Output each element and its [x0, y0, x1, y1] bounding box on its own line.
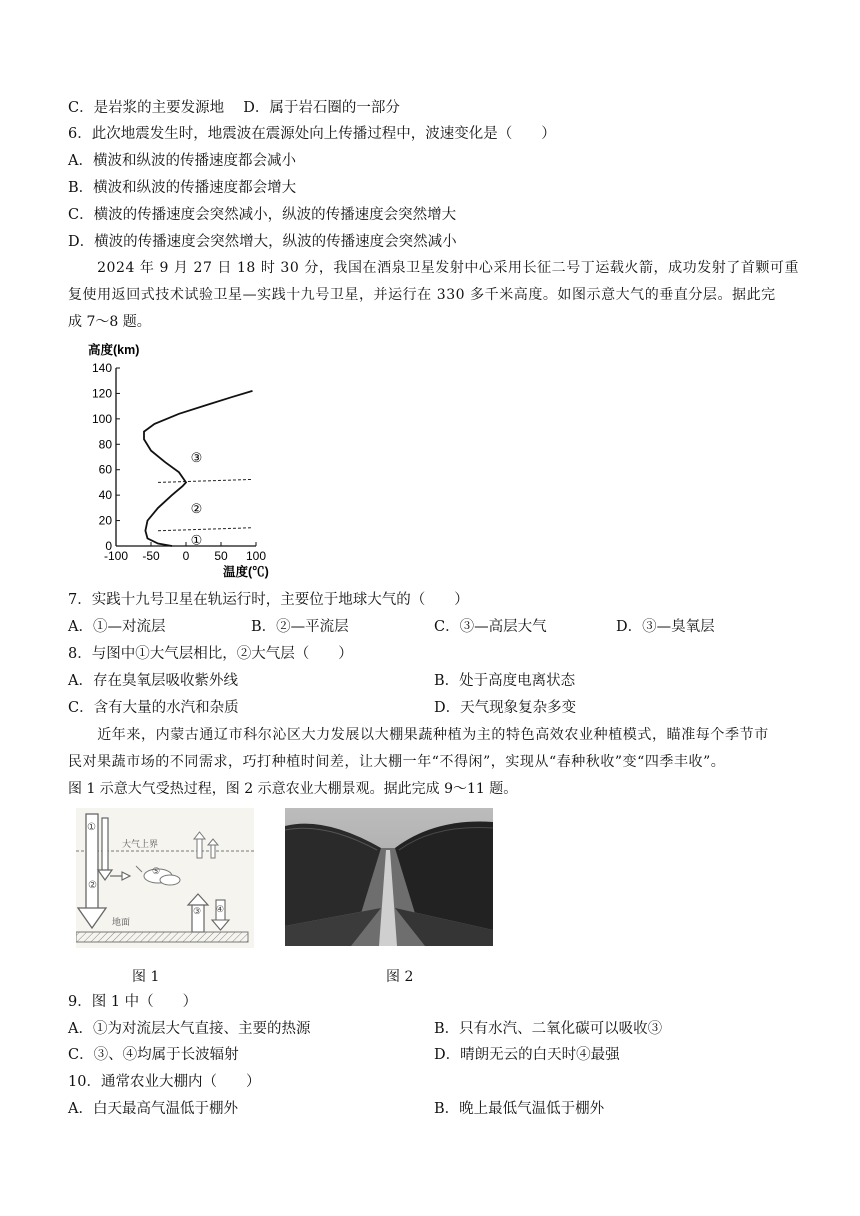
svg-text:④: ④ [216, 905, 225, 915]
q8-stem: 8．与图中①大气层相比，②大气层（ ） [68, 646, 353, 662]
q7-option-d: D．③—臭氧层 [616, 619, 715, 635]
svg-text:③: ③ [193, 907, 202, 917]
x-tick-label: 50 [214, 549, 228, 563]
temperature-profile-line [144, 391, 253, 546]
ground-surface [76, 932, 248, 942]
q5-options-cd: C．是岩浆的主要发源地 D．属于岩石圈的一部分 [68, 100, 400, 116]
chart-y-label: 高度(km) [88, 343, 140, 357]
q8-option-c: C．含有大量的水汽和杂质 [68, 700, 239, 716]
figure2-greenhouse-photo [285, 808, 493, 946]
layer-label: ③ [190, 451, 203, 466]
q9-option-c: C．③、④均属于长波辐射 [68, 1047, 239, 1063]
y-tick-label: 0 [105, 539, 112, 553]
q6-option-b: B．横波和纵波的传播速度都会增大 [68, 180, 297, 196]
x-tick-label: -100 [103, 549, 129, 563]
q6-option-c: C．横波的传播速度会突然减小，纵波的传播速度会突然增大 [68, 207, 457, 223]
q8-option-b: B．处于高度电离状态 [434, 673, 576, 689]
q7-option-a: A．①—对流层 [68, 619, 166, 635]
q6-stem: 6．此次地震发生时，地震波在震源处向上传播过程中，波速变化是（ ） [68, 126, 556, 142]
chart-x-label: 温度(℃) [223, 565, 269, 579]
x-tick-label: -50 [142, 549, 160, 563]
y-tick-label: 120 [91, 386, 112, 401]
q9-stem: 9．图 1 中（ ） [68, 994, 198, 1010]
q9-option-b: B．只有水汽、二氧化碳可以吸收③ [434, 1021, 663, 1037]
y-tick-label: 80 [98, 437, 112, 452]
y-tick-label: 140 [91, 361, 112, 375]
svg-text:⑤: ⑤ [152, 867, 161, 877]
y-tick-label: 40 [98, 488, 112, 503]
q9-option-d: D．晴朗无云的白天时④最强 [434, 1047, 620, 1063]
q6-option-a: A．横波和纵波的传播速度都会减小 [68, 153, 296, 169]
q10-stem: 10．通常农业大棚内（ ） [68, 1074, 261, 1090]
q9-option-a: A．①为对流层大气直接、主要的热源 [68, 1021, 311, 1037]
q6-option-d: D．横波的传播速度会突然增大，纵波的传播速度会突然减小 [68, 234, 457, 250]
passage2-line3: 图 1 示意大气受热过程，图 2 示意农业大棚景观。据此完成 9～11 题。 [68, 781, 518, 797]
figure2-caption: 图 2 [386, 969, 414, 985]
q8-option-d: D．天气现象复杂多变 [434, 700, 577, 716]
y-tick-label: 60 [98, 462, 112, 477]
figure1-caption: 图 1 [132, 969, 160, 985]
q10-option-b: B．晚上最低气温低于棚外 [434, 1101, 605, 1117]
passage1-line2: 复使用返回式技术试验卫星—实践十九号卫星，并运行在 330 多千米高度。如图示意大气的垂直分层。据此完 [68, 287, 776, 303]
q7-stem: 7．实践十九号卫星在轨运行时，主要位于地球大气的（ ） [68, 592, 469, 608]
figure1-heating-diagram [76, 808, 254, 948]
layer-label: ② [190, 501, 203, 517]
y-tick-label: 20 [98, 513, 112, 528]
q8-option-a: A．存在臭氧层吸收紫外线 [68, 673, 238, 689]
passage2-line1: 近年来，内蒙古通辽市科尔沁区大力发展以大棚果蔬种植为主的特色高效农业种植模式，瞄准每个季节市 [68, 727, 769, 743]
layer-label: ① [190, 533, 203, 549]
atmosphere-top-label: 大气上界 [122, 840, 159, 850]
passage1-line1: 2024 年 9 月 27 日 18 时 30 分，我国在酒泉卫星发射中心采用长征二号丁运载火箭，成功发射了首颗可重 [68, 260, 800, 276]
passage1-line3: 成 7～8 题。 [68, 314, 151, 330]
x-tick-label: 0 [182, 549, 190, 563]
q7-option-c: C．③—高层大气 [434, 619, 547, 635]
q7-option-b: B．②—平流层 [251, 619, 349, 635]
layer-boundary-line [158, 528, 252, 531]
y-tick-label: 100 [91, 411, 112, 426]
svg-text:②: ② [88, 880, 97, 891]
ground-label: 地面 [112, 918, 131, 928]
atmosphere-layer-chart [78, 340, 278, 580]
svg-text:①: ① [87, 822, 96, 833]
x-tick-label: 100 [245, 549, 267, 563]
q10-option-a: A．白天最高气温低于棚外 [68, 1101, 238, 1117]
passage2-line2: 民对果蔬市场的不同需求，巧打种植时间差，让大棚一年“不得闲”，实现从“春种秋收”变“四季丰收”。 [68, 754, 726, 770]
layer-boundary-line [158, 479, 252, 482]
